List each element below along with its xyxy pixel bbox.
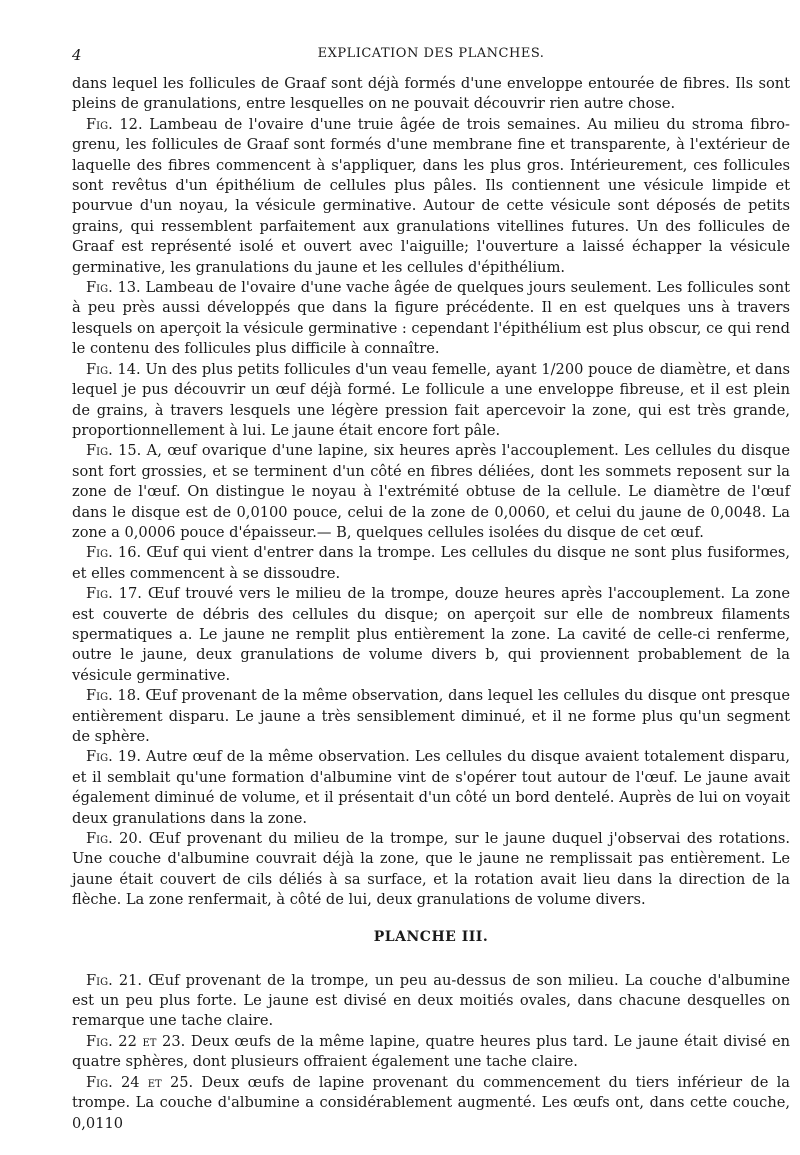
figure-label: Fig. 15.	[86, 442, 142, 460]
figure-text: Un des plus petits follicules d'un veau femelle, ayant 1/200 pouce de diamètre, et dans lequel je pus découvrir un œuf déjà formé. Le follicule a une enveloppe fibreuse, et il est plein de grains, à travers lesquels une légère pression fait apercevoir la zone, qui est très grande, proportionnellement à lui. Le jaune était encore fort pâle.	[72, 360, 790, 439]
figure-text: Œuf provenant de la même observation, dans lequel les cellules du disque ont presque entièrement disparu. Le jaune a très sensiblement diminué, et il ne forme plus qu'un segment de sphère.	[72, 687, 790, 745]
figure-paragraph-14	[72, 360, 790, 442]
figure-label: Fig. 16.	[86, 544, 142, 562]
page-number: 4	[72, 46, 82, 64]
figure-paragraph-15	[72, 441, 790, 543]
figure-label: Fig. 13.	[86, 279, 141, 297]
figure-text: Deux œufs de lapine provenant du commencement du tiers inférieur de la trompe. La couche d'albumine a considérablement augmenté. Les œufs ont, dans cette couche, 0,0110	[72, 1073, 790, 1132]
figure-paragraph-22-23	[72, 1032, 790, 1073]
figure-paragraph-18	[72, 686, 790, 747]
figure-text: Lambeau de l'ovaire d'une truie âgée de trois semaines. Au milieu du stroma fibro-grenu, les follicules de Graaf sont formés d'une membrane fine et transparente, à l'extérieur de laquelle des fibres commencent à s'appliquer, dans les plus gros. Intérieurement, ces follicules sont revêtus d'un épithélium de cellules plus pâles. Ils contiennent une vésicule limpide et pourvue d'un noyau, la vésicule germinative. Autour de cette vésicule sont déposés de petits grains, qui ressemblent parfaitement aux granulations vitellines futures. Un des follicules de Graaf est représenté isolé et ouvert avec l'aiguille; l'ouverture a laissé échapper la vésicule germinative, les granulations du jaune et les cellules d'épithélium.	[72, 115, 790, 276]
figure-text: Œuf trouvé vers le milieu de la trompe, douze heures après l'accouplement. La zone est couverte de débris des cellules du disque; on aperçoit sur elle de nombreux filaments spermatiques a. Le jaune ne remplit plus entièrement la zone. La cavité de celle-ci renferme, outre le jaune, deux granulations de volume divers b, qui proviennent probablement de la vésicule germinative.	[72, 585, 791, 684]
figure-label: Fig. 22 et 23.	[86, 1032, 186, 1050]
page-header	[72, 46, 790, 68]
section-title: PLANCHE III.	[373, 928, 489, 945]
figure-label: Fig. 24 et 25.	[86, 1073, 194, 1091]
figure-paragraph-17	[72, 584, 790, 686]
figure-label: Fig. 12.	[86, 115, 143, 133]
figure-text: Lambeau de l'ovaire d'une vache âgée de quelques jours seulement. Les follicules sont à peu près aussi développés que dans la figure précédente. Il en est quelques uns à travers lesquels on aperçoit la vésicule germinative : cependant l'épithélium est plus obscur, ce qui rend le contenu des follicules plus difficile à connaître.	[72, 279, 790, 358]
figure-paragraph-21	[72, 971, 790, 1032]
body-text	[72, 74, 790, 1134]
figure-label: Fig. 20.	[86, 830, 143, 848]
figure-paragraph-13	[72, 278, 790, 360]
figure-label: Fig. 14.	[86, 360, 141, 378]
figure-paragraph-12	[72, 115, 790, 278]
figure-text: Œuf qui vient d'entrer dans la trompe. Les cellules du disque ne sont plus fusiformes, et elles commencent à se dissoudre.	[72, 544, 790, 582]
figure-label: Fig. 17.	[86, 585, 142, 603]
figure-label: Fig. 18.	[86, 687, 141, 705]
continued-paragraph: dans lequel les follicules de Graaf sont déjà formés d'une enveloppe entourée de fibres. Ils sont pleins de granulations, entre lesquelles on ne pouvait découvrir rien autre chose.	[72, 75, 790, 113]
figure-paragraph-16	[72, 543, 790, 584]
figure-text: Œuf provenant du milieu de la trompe, sur le jaune duquel j'observai des rotations. Une couche d'albumine couvrait déjà la zone, que le jaune ne remplissait pas entièrement. Le jaune était couvert de cils déliés à sa surface, et la rotation avait lieu dans la direction de la flèche. La zone renfermait, à côté de lui, deux granulations de volume divers.	[72, 830, 790, 909]
figure-label: Fig. 19.	[86, 748, 141, 766]
figure-label: Fig. 21.	[86, 971, 143, 989]
running-title: EXPLICATION DES PLANCHES.	[317, 46, 545, 61]
figure-text: Deux œufs de la même lapine, quatre heures plus tard. Le jaune était divisé en quatre sphères, dont plusieurs offraient également une tache claire.	[72, 1032, 790, 1071]
figure-text: Œuf provenant de la trompe, un peu au-dessus de son milieu. La couche d'albumine est un peu plus forte. Le jaune est divisé en deux moitiés ovales, dans chacune desquelles on remarque une tache claire.	[72, 971, 790, 1030]
figure-paragraph-19	[72, 747, 790, 829]
figure-text: Autre œuf de la même observation. Les cellules du disque avaient totalement disparu, et il semblait qu'une formation d'albumine vint de s'opérer tout autour de l'œuf. Le jaune avait également diminué de volume, et il présentait d'un côté un bord dentelé. Auprès de lui on voyait deux granulations dans la zone.	[72, 748, 790, 827]
figure-text: A, œuf ovarique d'une lapine, six heures après l'accouplement. Les cellules du disque sont fort grossies, et se terminent d'un côté en fibres déliées, dont les sommets reposent sur la zone de l'œuf. On distingue le noyau à l'extrémité obtuse de la cellule. Le diamètre de l'œuf dans le disque est de 0,0100 pouce, celui de la zone de 0,0060, et celui du jaune de 0,0048. La zone a 0,0006 pouce d'épaisseur.— B, quelques cellules isolées du disque de cet œuf.	[72, 442, 790, 541]
figure-paragraph-20	[72, 829, 790, 911]
figure-paragraph-24-25	[72, 1073, 790, 1134]
